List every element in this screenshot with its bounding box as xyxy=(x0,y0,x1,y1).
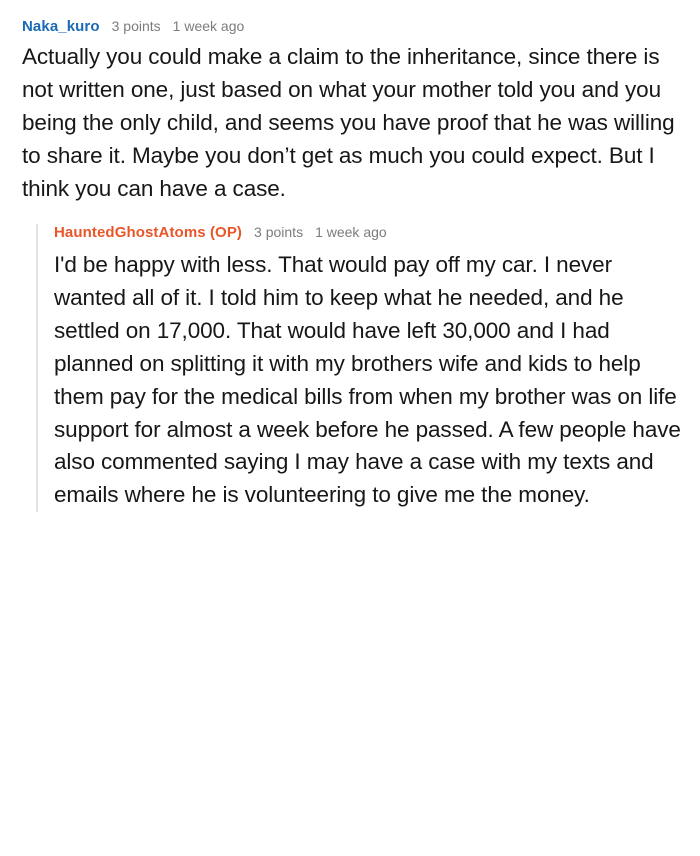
reply-author[interactable]: HauntedGhostAtoms (OP) xyxy=(54,223,243,241)
comment-header xyxy=(22,18,682,35)
comment-body: Actually you could make a claim to the inheritance, since there is not written one, just based on what your mother told you and you being the only child, and seems you have proof that he was willing to share it. Maybe you don’t get as much you could expect. But I think you can have a case. xyxy=(22,44,675,201)
reply-timestamp: 1 week ago xyxy=(315,223,387,240)
reply-header xyxy=(54,224,682,241)
comment-author[interactable]: Naka_kuro xyxy=(22,18,100,35)
comment-timestamp: 1 week ago xyxy=(172,18,245,34)
comment-reply xyxy=(36,224,682,513)
reply-points: 3 points xyxy=(254,223,304,240)
comment-points: 3 points xyxy=(111,18,161,34)
reply-body: I'd be happy with less. That would pay off my car. I never wanted all of it. I told him to keep what he needed, and he settled on 17,000. That would have left 30,000 and I had planned on splitting it with my brothers wife and kids to help them pay for the medical bills from when my brother was on life support for almost a week before he passed. A few people have also commented saying I may have a case with my texts and emails where he is volunteering to give me the money. xyxy=(54,251,681,508)
comment-root xyxy=(22,18,682,512)
